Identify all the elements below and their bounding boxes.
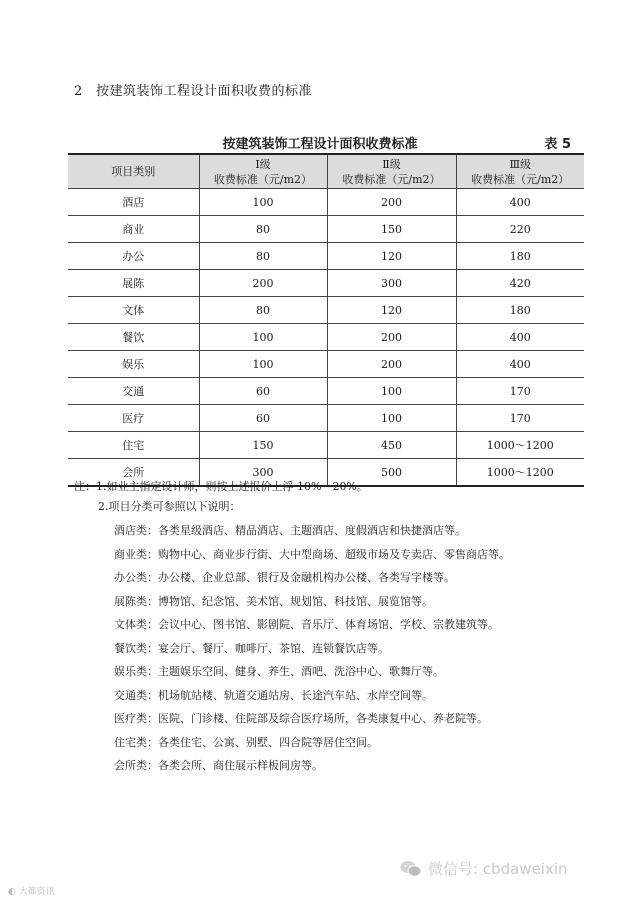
cell-grade-1: 100 xyxy=(199,351,327,378)
header-grade-2-unit: 收费标准（元/m2） xyxy=(342,172,441,186)
cell-grade-1: 300 xyxy=(199,459,327,487)
cell-grade-2: 500 xyxy=(327,459,456,487)
cell-grade-2: 200 xyxy=(327,324,456,351)
wechat-watermark xyxy=(400,858,568,882)
header-grade-3-level: Ⅲ级 xyxy=(509,157,532,171)
cell-category: 交通 xyxy=(68,378,199,405)
cell-grade-2: 150 xyxy=(327,216,456,243)
cell-grade-1: 100 xyxy=(199,189,327,216)
category-list xyxy=(74,519,594,778)
cell-grade-1: 80 xyxy=(199,243,327,270)
header-grade-1 xyxy=(199,154,327,189)
cell-grade-3: 180 xyxy=(456,243,584,270)
cell-category: 商业 xyxy=(68,216,199,243)
table-header xyxy=(68,154,584,189)
cell-grade-2: 120 xyxy=(327,243,456,270)
cell-category: 酒店 xyxy=(68,189,199,216)
header-grade-3-unit: 收费标准（元/m2） xyxy=(471,172,570,186)
cell-grade-3: 220 xyxy=(456,216,584,243)
table-title: 按建筑装饰工程设计面积收费标准 xyxy=(222,137,418,152)
note-2: 2.项目分类可参照以下说明： xyxy=(98,500,241,513)
header-category: 项目类别 xyxy=(68,154,199,189)
cell-category: 住宅 xyxy=(68,432,199,459)
cell-grade-3: 400 xyxy=(456,324,584,351)
cell-grade-3: 170 xyxy=(456,405,584,432)
table-body xyxy=(68,189,584,487)
category-item: 会所类：各类会所、商住展示样板间房等。 xyxy=(114,759,323,772)
fee-table xyxy=(68,153,584,487)
cell-grade-2: 300 xyxy=(327,270,456,297)
table-row xyxy=(68,405,584,432)
cell-grade-1: 100 xyxy=(199,324,327,351)
cell-grade-3: 170 xyxy=(456,378,584,405)
notes xyxy=(74,477,594,778)
category-item: 住宅类：各类住宅、公寓、别墅、四合院等居住空间。 xyxy=(114,735,378,749)
cell-grade-2: 450 xyxy=(327,432,456,459)
wechat-icon xyxy=(400,860,422,882)
cell-category: 办公 xyxy=(68,243,199,270)
cell-grade-2: 200 xyxy=(327,189,456,216)
table-row xyxy=(68,189,584,216)
table-row xyxy=(68,378,584,405)
cell-grade-1: 80 xyxy=(199,216,327,243)
table-row xyxy=(68,351,584,378)
cell-grade-3: 400 xyxy=(456,351,584,378)
section-number: 2 xyxy=(74,84,83,99)
table-row xyxy=(68,216,584,243)
logo-text: 大都资讯 xyxy=(18,887,55,897)
cell-category: 文体 xyxy=(68,297,199,324)
category-item: 展陈类：博物馆、纪念馆、美术馆、规划馆、科技馆、展览馆等。 xyxy=(114,594,433,608)
cell-grade-2: 100 xyxy=(327,405,456,432)
cell-category: 医疗 xyxy=(68,405,199,432)
cell-grade-1: 200 xyxy=(199,270,327,297)
category-item: 办公类：办公楼、企业总部、银行及金融机构办公楼、各类写字楼等。 xyxy=(114,571,455,584)
header-grade-2-level: Ⅱ级 xyxy=(382,157,401,171)
header-grade-2 xyxy=(327,154,456,189)
watermark-text: 微信号: cbdaweixin xyxy=(428,860,568,878)
category-item: 医疗类：医院、门诊楼、住院部及综合医疗场所，各类康复中心、养老院等。 xyxy=(114,712,488,725)
cell-grade-1: 150 xyxy=(199,432,327,459)
header-grade-1-unit: 收费标准（元/m2） xyxy=(213,172,313,186)
table-row xyxy=(68,243,584,270)
category-item: 娱乐类：主题娱乐空间、健身、养生、酒吧、洗浴中心、歌舞厅等。 xyxy=(114,665,444,678)
category-item: 交通类：机场航站楼、轨道交通站房、长途汽车站、水岸空间等。 xyxy=(114,688,433,702)
category-item: 餐饮类：宴会厅、餐厅、咖啡厅、茶馆、连锁餐饮店等。 xyxy=(114,641,389,655)
cell-category: 展陈 xyxy=(68,270,199,297)
category-item: 文体类：会议中心、图书馆、影剧院、音乐厅、体育场馆、学校、宗教建筑等。 xyxy=(114,618,499,631)
cell-grade-1: 60 xyxy=(199,378,327,405)
cell-grade-3: 400 xyxy=(456,189,584,216)
section-heading xyxy=(74,80,312,99)
cell-grade-2: 200 xyxy=(327,351,456,378)
category-item: 酒店类：各类星级酒店、精品酒店、主题酒店、度假酒店和快捷酒店等。 xyxy=(114,524,466,537)
cell-grade-3: 1000～1200 xyxy=(456,459,584,487)
table-row xyxy=(68,297,584,324)
cell-category: 会所 xyxy=(68,459,199,487)
section-title: 按建筑装饰工程设计面积收费的标准 xyxy=(96,84,313,99)
cell-grade-1: 60 xyxy=(199,405,327,432)
cell-category: 餐饮 xyxy=(68,324,199,351)
logo-mark-icon: ◐ xyxy=(8,887,19,897)
cell-grade-2: 120 xyxy=(327,297,456,324)
header-grade-1-level: Ⅰ级 xyxy=(255,157,271,171)
table-number: 表 5 xyxy=(544,137,571,152)
table-row xyxy=(68,270,584,297)
cell-grade-3: 1000～1200 xyxy=(456,432,584,459)
table-row xyxy=(68,432,584,459)
cell-grade-3: 180 xyxy=(456,297,584,324)
table-row xyxy=(68,324,584,351)
note-1: 注：1.如业主指定设计师，则按上述报价上浮 10%～20%。 xyxy=(74,480,368,493)
cell-category: 娱乐 xyxy=(68,351,199,378)
cell-grade-2: 100 xyxy=(327,378,456,405)
brand-logo xyxy=(8,884,55,897)
cell-grade-3: 420 xyxy=(456,270,584,297)
header-grade-3 xyxy=(456,154,584,189)
category-item: 商业类：购物中心、商业步行街、大中型商场、超级市场及专卖店、零售商店等。 xyxy=(114,547,510,561)
cell-grade-1: 80 xyxy=(199,297,327,324)
